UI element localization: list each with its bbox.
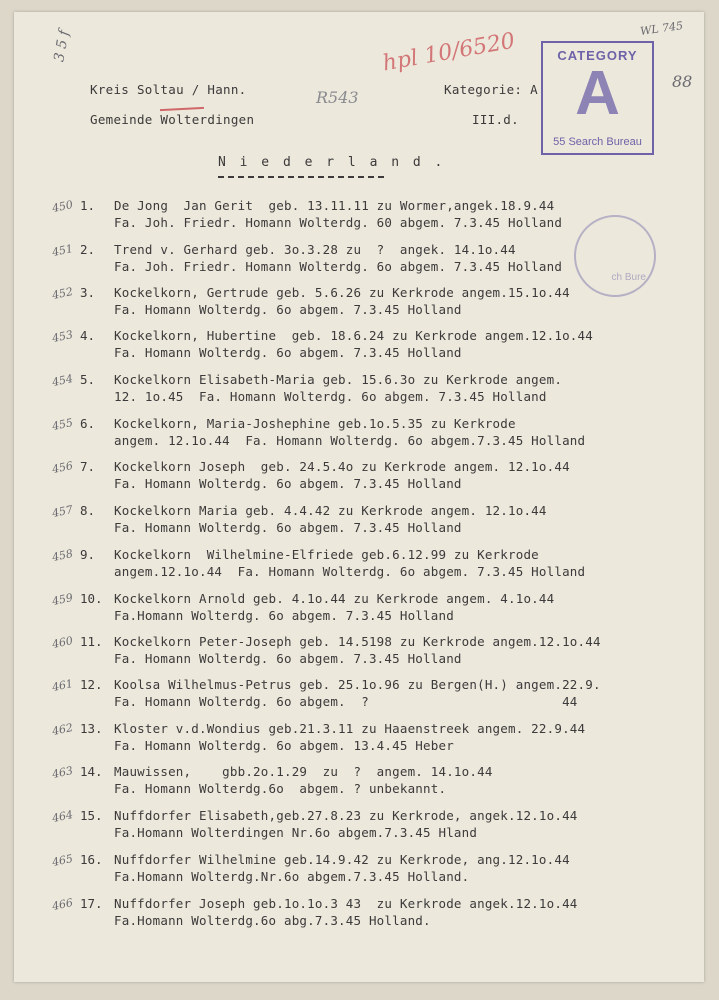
- entry-line-1: Kockelkorn Joseph geb. 24.5.4o zu Kerkrode angem. 12.1o.44: [114, 459, 570, 474]
- document-page: [14, 12, 704, 982]
- entry-hand-number: 458: [50, 546, 75, 565]
- entry-hand-number: 451: [50, 241, 75, 260]
- entry-hand-number: 450: [50, 197, 75, 216]
- entry-hand-number: 466: [50, 895, 75, 914]
- entry-hand-number: 464: [50, 807, 75, 826]
- entry-number: 7.: [80, 459, 96, 474]
- entry-line-2: Fa. Homann Wolterdg. 6o abgem. 7.3.45 Holland: [114, 520, 462, 535]
- kategorie-label: Kategorie: A: [444, 82, 538, 97]
- entry-hand-number: 459: [50, 590, 75, 609]
- entry-line-2: angem. 12.1o.44 Fa. Homann Wolterdg. 6o abgem.7.3.45 Holland: [114, 433, 586, 448]
- entry-line-1: Kockelkorn Arnold geb. 4.1o.44 zu Kerkrode angem. 4.1o.44: [114, 591, 555, 606]
- entry-line-1: Kockelkorn Elisabeth-Maria geb. 15.6.3o zu Kerkrode angem.: [114, 372, 563, 387]
- entry-line-2: Fa.Homann Wolterdg. 6o abgem. 7.3.45 Holland: [114, 608, 454, 623]
- entry-line-1: Koolsa Wilhelmus-Petrus geb. 25.1o.96 zu Bergen(H.) angem.22.9.: [114, 677, 601, 692]
- entry-line-2: Fa. Homann Wolterdg. 6o abgem. ? 44: [114, 694, 578, 709]
- title-underline: [218, 176, 384, 178]
- kreis-label: Kreis Soltau / Hann.: [90, 82, 247, 97]
- category-stamp: [541, 41, 654, 155]
- entry-hand-number: 462: [50, 720, 75, 739]
- category-code: III.d.: [472, 112, 519, 127]
- entry-line-1: Nuffdorfer Elisabeth,geb.27.8.23 zu Kerkrode, angek.12.1o.44: [114, 808, 578, 823]
- entry-line-2: Fa. Joh. Friedr. Homann Wolterdg. 60 abgem. 7.3.45 Holland: [114, 215, 563, 230]
- entry-line-1: Nuffdorfer Joseph geb.1o.1o.3 43 zu Kerkrode angek.12.1o.44: [114, 896, 578, 911]
- entry-number: 2.: [80, 242, 96, 257]
- round-stamp: [574, 215, 656, 297]
- entry-number: 6.: [80, 416, 96, 431]
- page-title: N i e d e r l a n d .: [218, 155, 446, 170]
- stamp-letter: A: [575, 59, 620, 128]
- entry-line-2: Fa. Homann Wolterdg. 6o abgem. 7.3.45 Holland: [114, 302, 462, 317]
- entry-line-1: Kockelkorn Wilhelmine-Elfriede geb.6.12.99 zu Kerkrode: [114, 547, 539, 562]
- entry-line-1: Trend v. Gerhard geb. 3o.3.28 zu ? angek. 14.1o.44: [114, 242, 516, 257]
- entry-line-2: Fa.Homann Wolterdg.Nr.6o abgem.7.3.45 Holland.: [114, 869, 470, 884]
- entry-number: 8.: [80, 503, 96, 518]
- red-underline: [160, 107, 204, 111]
- entry-line-2: Fa. Joh. Friedr. Homann Wolterdg. 6o abgem. 7.3.45 Holland: [114, 259, 563, 274]
- entry-number: 1.: [80, 198, 96, 213]
- entry-number: 16.: [80, 852, 103, 867]
- entry-number: 5.: [80, 372, 96, 387]
- entry-line-2: Fa.Homann Wolterdingen Nr.6o abgem.7.3.45 Hland: [114, 825, 478, 840]
- entry-line-1: Nuffdorfer Wilhelmine geb.14.9.42 zu Kerkrode, ang.12.1o.44: [114, 852, 570, 867]
- entry-line-2: Fa. Homann Wolterdg. 6o abgem. 13.4.45 Heber: [114, 738, 454, 753]
- entry-number: 14.: [80, 764, 103, 779]
- entry-line-1: Kloster v.d.Wondius geb.21.3.11 zu Haaenstreek angem. 22.9.44: [114, 721, 586, 736]
- entry-number: 13.: [80, 721, 103, 736]
- stamp-label: CATEGORY: [557, 48, 638, 63]
- entry-line-2: Fa. Homann Wolterdg. 6o abgem. 7.3.45 Holland: [114, 651, 462, 666]
- entry-number: 12.: [80, 677, 103, 692]
- entry-line-2: Fa. Homann Wolterdg.6o abgem. ? unbekannt.: [114, 781, 447, 796]
- entry-number: 11.: [80, 634, 103, 649]
- gemeinde-label: Gemeinde Wolterdingen: [90, 112, 255, 127]
- entry-hand-number: 453: [50, 327, 75, 346]
- entry-number: 3.: [80, 285, 96, 300]
- entry-hand-number: 455: [50, 415, 75, 434]
- entry-hand-number: 454: [50, 371, 75, 390]
- entry-line-1: De Jong Jan Gerit geb. 13.11.11 zu Wormer,angek.18.9.44: [114, 198, 555, 213]
- entry-hand-number: 452: [50, 284, 75, 303]
- red-reference: hpl 10/6520: [380, 28, 517, 77]
- entry-hand-number: 461: [50, 676, 75, 695]
- entry-line-2: 12. 1o.45 Fa. Homann Wolterdg. 6o abgem. 7.3.45 Holland: [114, 389, 547, 404]
- entry-hand-number: 457: [50, 502, 75, 521]
- entry-hand-number: 460: [50, 633, 75, 652]
- pencil-reference: R543: [316, 88, 359, 107]
- entry-line-1: Kockelkorn, Gertrude geb. 5.6.26 zu Kerkrode angem.15.1o.44: [114, 285, 570, 300]
- entry-line-1: Kockelkorn, Maria-Joshephine geb.1o.5.35 zu Kerkrode: [114, 416, 516, 431]
- entry-line-1: Mauwissen, gbb.2o.1.29 zu ? angem. 14.1o.44: [114, 764, 493, 779]
- entry-line-1: Kockelkorn Peter-Joseph geb. 14.5198 zu Kerkrode angem.12.1o.44: [114, 634, 601, 649]
- stamp-bureau: 55 Search Bureau: [553, 136, 642, 148]
- entry-line-2: Fa. Homann Wolterdg. 6o abgem. 7.3.45 Holland: [114, 476, 462, 491]
- entry-number: 4.: [80, 328, 96, 343]
- round-stamp-text: ch Bure: [611, 272, 646, 283]
- entry-line-2: Fa.Homann Wolterdg.6o abg.7.3.45 Holland.: [114, 913, 431, 928]
- entry-number: 17.: [80, 896, 103, 911]
- entry-hand-number: 463: [50, 763, 75, 782]
- entry-number: 10.: [80, 591, 103, 606]
- entry-hand-number: 465: [50, 851, 75, 870]
- entry-line-2: Fa. Homann Wolterdg. 6o abgem. 7.3.45 Holland: [114, 345, 462, 360]
- entry-number: 15.: [80, 808, 103, 823]
- far-right-annotation: 88: [672, 72, 693, 91]
- entry-line-1: Kockelkorn, Hubertine geb. 18.6.24 zu Kerkrode angem.12.1o.44: [114, 328, 593, 343]
- top-right-annotation: WL 745: [639, 19, 684, 38]
- top-left-annotation: 3 5 f: [51, 28, 73, 64]
- entry-number: 9.: [80, 547, 96, 562]
- entry-hand-number: 456: [50, 458, 75, 477]
- entry-line-1: Kockelkorn Maria geb. 4.4.42 zu Kerkrode angem. 12.1o.44: [114, 503, 547, 518]
- entry-line-2: angem.12.1o.44 Fa. Homann Wolterdg. 6o abgem. 7.3.45 Holland: [114, 564, 586, 579]
